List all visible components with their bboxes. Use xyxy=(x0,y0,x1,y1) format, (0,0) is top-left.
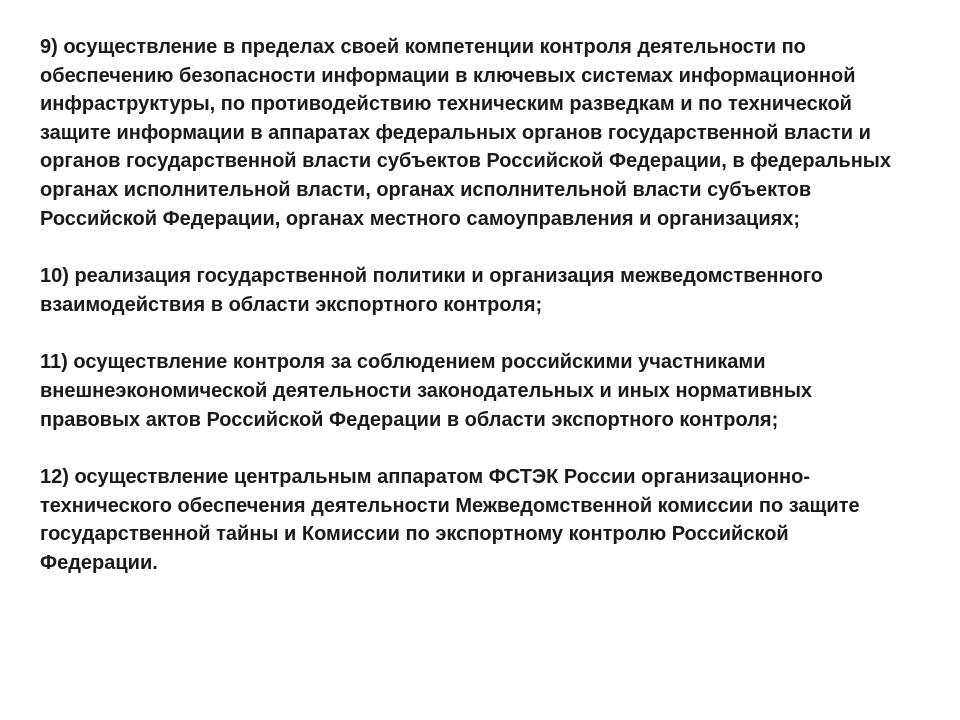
text-line: внешнеэкономической деятельности законодательных и иных нормативных xyxy=(40,379,813,402)
text-line: правовых актов Российской Федерации в области экспортного контроля; xyxy=(40,408,779,431)
text-line: 12) осуществление центральным аппаратом ФСТЭК России организационно- xyxy=(40,466,811,489)
paragraph-item-9 xyxy=(40,33,930,233)
paragraph-item-10 xyxy=(40,262,930,319)
slide-content xyxy=(40,33,930,607)
text-line: 9) осуществление в пределах своей компетенции контроля деятельности по xyxy=(40,36,806,58)
text-line: взаимодействия в области экспортного контроля; xyxy=(40,293,543,316)
text-line: органов государственной власти субъектов Российской Федерации, в федеральных xyxy=(40,150,891,173)
text-line: 10) реализация государственной политики и организация межведомственного xyxy=(40,265,824,288)
text-line: защите информации в аппаратах федеральных органов государственной власти и xyxy=(40,121,871,144)
text-line: технического обеспечения деятельности Межведомственной комиссии по защите xyxy=(40,494,860,517)
text-line: обеспечению безопасности информации в ключевых системах информационной xyxy=(40,64,856,87)
text-line: инфраструктуры, по противодействию техническим разведкам и по технической xyxy=(40,93,852,116)
text-line: органах исполнительной власти, органах исполнительной власти субъектов xyxy=(40,178,812,201)
text-line: государственной тайны и Комиссии по экспортному контролю Российской xyxy=(40,523,789,546)
text-line: 11) осуществление контроля за соблюдением российскими участниками xyxy=(40,351,766,374)
text-line: Федерации. xyxy=(40,551,158,574)
paragraph-item-12 xyxy=(40,463,930,577)
paragraph-item-11 xyxy=(40,348,930,434)
text-line: Российской Федерации, органах местного самоуправления и организациях; xyxy=(40,207,801,230)
